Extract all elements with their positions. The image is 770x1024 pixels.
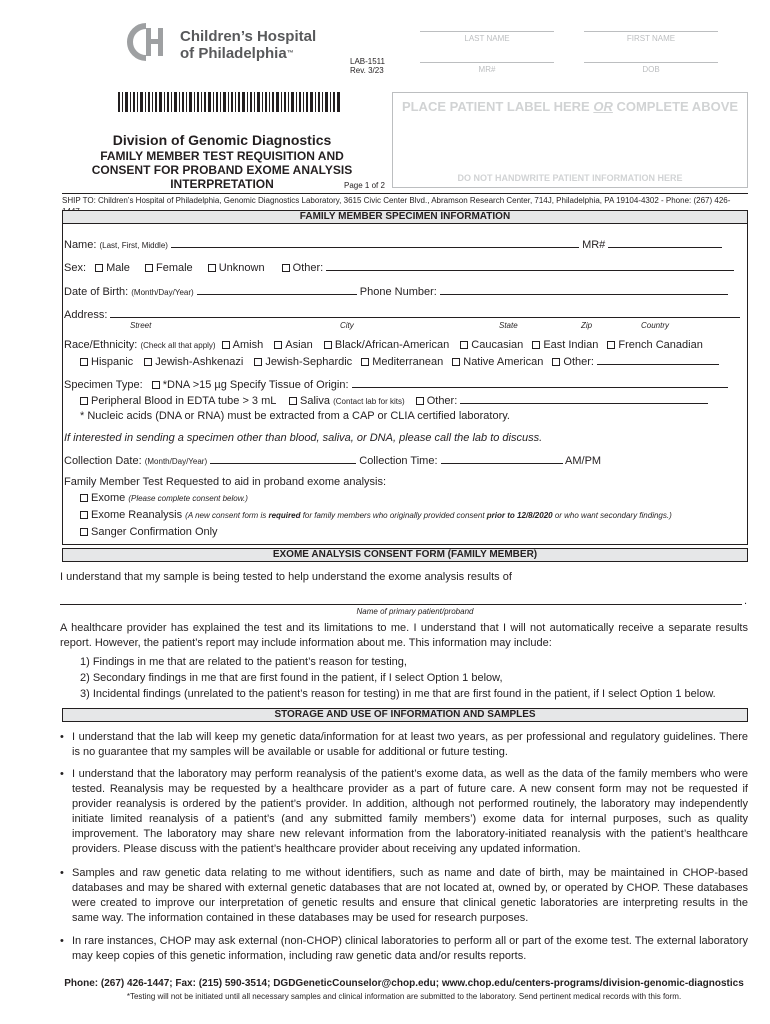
checkbox-icon[interactable] — [532, 341, 540, 349]
collection-row — [64, 453, 601, 469]
sex-male: Male — [106, 262, 130, 274]
sanger-option: Sanger Confirmation Only — [91, 526, 218, 538]
race-hint: (Check all that apply) — [140, 341, 216, 350]
checkbox-icon[interactable] — [274, 341, 282, 349]
checkbox-icon[interactable] — [324, 341, 332, 349]
form-title-line3: INTERPRETATION — [170, 177, 274, 191]
dob-label: Date of Birth: — [64, 286, 129, 298]
storage-bullet-2: • I understand that the laboratory may perform reanalysis of the patient’s exome data, as well as the data of the family members who were tested. Reanalysis may be requested by a healthcare provider as a part of future care. A new consent form may not be requested if provider reanalysis is ordered by the patient’s provider. In addition, although not performed routinely, the laboratory may independently initiate limited reanalysis of a patient’s (and any submitted family members’) exome data for internal purposes, such as quality improvement. The laboratory may share new relevant information from the laboratory-initiated reanalysis with the patient’s healthcare providers. Please discuss with the patient’s healthcare provider about receiving any updated information. — [60, 768, 748, 855]
proband-hint: Name of primary patient/proband — [356, 607, 474, 616]
race-row-2 — [80, 354, 719, 369]
other-specimen-note: If interested in sending a specimen other than blood, saliva, or DNA, please call the lab to discuss. — [64, 432, 543, 444]
address-row — [64, 307, 740, 322]
race-east-indian: East Indian — [543, 339, 599, 351]
footer-note: *Testing will not be initiated until all necessary samples and clinical information are submitted to the laboratory. Send pertinent medical records with this form. — [126, 992, 682, 1001]
checkbox-icon[interactable] — [289, 397, 297, 405]
consent-intro: I understand that my sample is being tested to help understand the exome analysis results of — [60, 571, 512, 583]
race-jewish-sephardic: Jewish-Sephardic — [265, 356, 353, 368]
address-country: Country — [641, 321, 670, 330]
specimen-heading: FAMILY MEMBER SPECIMEN INFORMATION — [62, 210, 748, 224]
name-hint: (Last, First, Middle) — [99, 241, 168, 250]
form-title — [70, 149, 374, 191]
consent-heading: EXOME ANALYSIS CONSENT FORM (FAMILY MEMBER) — [62, 548, 748, 562]
nucleic-note: * Nucleic acids (DNA or RNA) must be extracted from a CAP or CLIA certified laboratory. — [80, 410, 510, 422]
checkbox-icon[interactable] — [222, 341, 230, 349]
reanalysis-option: Exome Reanalysis — [91, 509, 183, 521]
sex-unknown: Unknown — [218, 262, 265, 274]
dob-field[interactable]: DOB — [584, 62, 718, 74]
form-revision: Rev. 3/23 — [350, 66, 384, 75]
sanger-row — [80, 525, 218, 539]
dob-row — [64, 284, 728, 300]
specimen-type-label: Specimen Type: — [64, 379, 143, 391]
mrn-label: MR# — [582, 239, 606, 251]
sex-other-input[interactable] — [326, 260, 734, 271]
org-name-line2: of Philadelphia — [180, 45, 287, 62]
ampm-label: AM/PM — [565, 455, 602, 467]
label-box-note: DO NOT HANDWRITE PATIENT INFORMATION HERE — [457, 173, 683, 183]
reanalysis-hint: (A new consent form is required for family members who originally provided consent prior to 12/8/2020 or who want secondary findings.) — [185, 511, 672, 520]
address-label: Address: — [64, 309, 108, 321]
consent-item-3: 3) Incidental findings (unrelated to the patient’s reason for testing) in me that are first found in the patient, if I select Option 1 below. — [80, 688, 716, 700]
footer-contact: Phone: (267) 426-1447; Fax: (215) 590-3514; DGDGeneticCounselor@chop.edu; www.chop.edu/centers-programs/division-genomic-diagnostics — [64, 978, 744, 989]
collection-time-label: Collection Time: — [359, 455, 438, 467]
consent-item-1: 1) Findings in me that are related to the patient’s reason for testing, — [80, 656, 407, 668]
phone-input[interactable] — [440, 284, 728, 295]
exome-row — [80, 491, 248, 506]
proband-name-input[interactable] — [60, 604, 742, 605]
proband-line-end: . — [744, 595, 748, 607]
form-title-line2: CONSENT FOR PROBAND EXOME ANALYSIS — [91, 163, 353, 177]
storage-bullet-4: • In rare instances, CHOP may ask external (non-CHOP) clinical laboratories to perform all or part of the exome test. The external laboratory may keep copies of this genetic information, including raw genetic data and/or results reports. — [60, 935, 748, 962]
race-black: Black/African-American — [334, 339, 450, 351]
dob-hint: (Month/Day/Year) — [131, 288, 194, 297]
collection-time-input[interactable] — [441, 453, 563, 464]
sex-female: Female — [155, 262, 193, 274]
checkbox-icon[interactable] — [80, 494, 88, 502]
checkbox-icon[interactable] — [254, 358, 262, 366]
address-city: City — [340, 321, 354, 330]
race-amish: Amish — [232, 339, 264, 351]
race-caucasian: Caucasian — [471, 339, 524, 351]
trademark: ™ — [286, 50, 294, 57]
sex-label: Sex: — [64, 262, 87, 274]
specimen-type-row — [64, 377, 728, 392]
mrn-input[interactable] — [608, 237, 722, 248]
form-title-line1: FAMILY MEMBER TEST REQUISITION AND — [100, 149, 344, 163]
storage-bullet-1: • I understand that the lab will keep my genetic data/information for at least two years, as per professional and regulatory guidelines. There is no guarantee that my samples will be available or usable for additional or future testing. — [60, 731, 748, 758]
race-other-input[interactable] — [597, 354, 719, 365]
checkbox-icon[interactable] — [80, 528, 88, 536]
checkbox-icon[interactable] — [152, 381, 160, 389]
address-input[interactable] — [110, 307, 740, 318]
collection-date-hint: (Month/Day/Year) — [144, 457, 208, 466]
race-asian: Asian — [285, 339, 313, 351]
last-name-field[interactable]: LAST NAME — [420, 31, 554, 43]
label-box-instruction: PLACE PATIENT LABEL HERE OR COMPLETE ABOVE — [401, 99, 739, 114]
storage-bullet-3: • Samples and raw genetic data relating to me without identifiers, such as name and date of birth, may be maintained in CHOP-based databases and may be shared with external genetic databases that are not located at, owned by, or operated by CHOP. These databases were created to improve our interpretation of genetic results and ensure that clinical genetic laboratories are interpreting results in the same way. The information contained in these databases may be used for research purposes. — [60, 867, 748, 924]
exome-hint: (Please complete consent below.) — [128, 494, 248, 503]
phone-label: Phone Number: — [359, 286, 437, 298]
page-number: Page 1 of 2 — [344, 181, 385, 190]
checkbox-icon[interactable] — [452, 358, 460, 366]
checkbox-icon[interactable] — [95, 264, 103, 272]
checkbox-icon[interactable] — [80, 397, 88, 405]
patient-label-box[interactable] — [392, 92, 748, 188]
name-input[interactable] — [171, 237, 579, 248]
test-requested-label: Family Member Test Requested to aid in proband exome analysis: — [64, 476, 387, 488]
address-state: State — [499, 321, 518, 330]
blood-option: Peripheral Blood in EDTA tube > 3 mL — [91, 395, 276, 407]
collection-date-label: Collection Date: — [64, 455, 142, 467]
dna-option: *DNA >15 µg Specify Tissue of Origin: — [162, 379, 349, 391]
checkbox-icon[interactable] — [552, 358, 560, 366]
checkbox-icon[interactable] — [361, 358, 369, 366]
race-native-american: Native American — [463, 356, 544, 368]
division-title: Division of Genomic Diagnostics — [112, 132, 332, 148]
form-code — [350, 57, 385, 75]
barcode-icon — [118, 92, 340, 112]
sex-other: Other: — [292, 262, 324, 274]
form-number: LAB-1511 — [350, 57, 385, 66]
address-street: Street — [130, 321, 152, 330]
checkbox-icon[interactable] — [460, 341, 468, 349]
storage-heading: STORAGE AND USE OF INFORMATION AND SAMPLES — [62, 708, 748, 722]
checkbox-icon[interactable] — [282, 264, 290, 272]
blood-row — [80, 393, 708, 409]
consent-explained: A healthcare provider has explained the test and its limitations to me. I understand that I will not automatically receive a separate results report. However, the patient’s report may include information about me. This information may include: — [60, 622, 748, 649]
race-label: Race/Ethnicity: — [64, 339, 138, 351]
name-row — [64, 237, 722, 253]
org-name-line1: Children’s Hospital — [180, 28, 317, 45]
race-other: Other: — [563, 356, 594, 368]
saliva-hint: (Contact lab for kits) — [333, 397, 405, 406]
checkbox-icon[interactable] — [80, 358, 88, 366]
ship-to: SHIP TO: Children’s Hospital of Philadelphia, Genomic Diagnostics Laboratory, 3615 Civic Center Blvd., Abramson Research Center, 714J, Philadelphia, PA 19104-4302 - Phone: (267) 426- — [62, 193, 748, 219]
race-hispanic: Hispanic — [91, 356, 134, 368]
checkbox-icon[interactable] — [145, 264, 153, 272]
mrn-field[interactable]: MR# — [420, 62, 554, 74]
saliva-option: Saliva — [300, 395, 330, 407]
race-mediterranean: Mediterranean — [372, 356, 444, 368]
address-zip: Zip — [581, 321, 593, 330]
checkbox-icon[interactable] — [208, 264, 216, 272]
reanalysis-row — [80, 508, 672, 523]
race-row-1 — [64, 338, 703, 353]
dob-input[interactable] — [197, 284, 357, 295]
checkbox-icon[interactable] — [144, 358, 152, 366]
specimen-other-input[interactable] — [460, 393, 708, 404]
sex-row — [64, 260, 734, 275]
exome-option: Exome — [91, 492, 126, 504]
race-jewish-ashkenazi: Jewish-Ashkenazi — [155, 356, 244, 368]
checkbox-icon[interactable] — [607, 341, 615, 349]
org-name — [180, 28, 316, 62]
chop-logo-icon — [124, 22, 174, 62]
tissue-origin-input[interactable] — [352, 377, 728, 388]
checkbox-icon[interactable] — [80, 511, 88, 519]
first-name-field[interactable]: FIRST NAME — [584, 31, 718, 43]
name-label: Name: — [64, 239, 97, 251]
collection-date-input[interactable] — [210, 453, 356, 464]
consent-item-2: 2) Secondary findings in me that are first found in the patient, if I select Option 1 below, — [80, 672, 503, 684]
race-french-canadian: French Canadian — [618, 339, 703, 351]
checkbox-icon[interactable] — [416, 397, 424, 405]
specimen-other-option: Other: — [426, 395, 458, 407]
